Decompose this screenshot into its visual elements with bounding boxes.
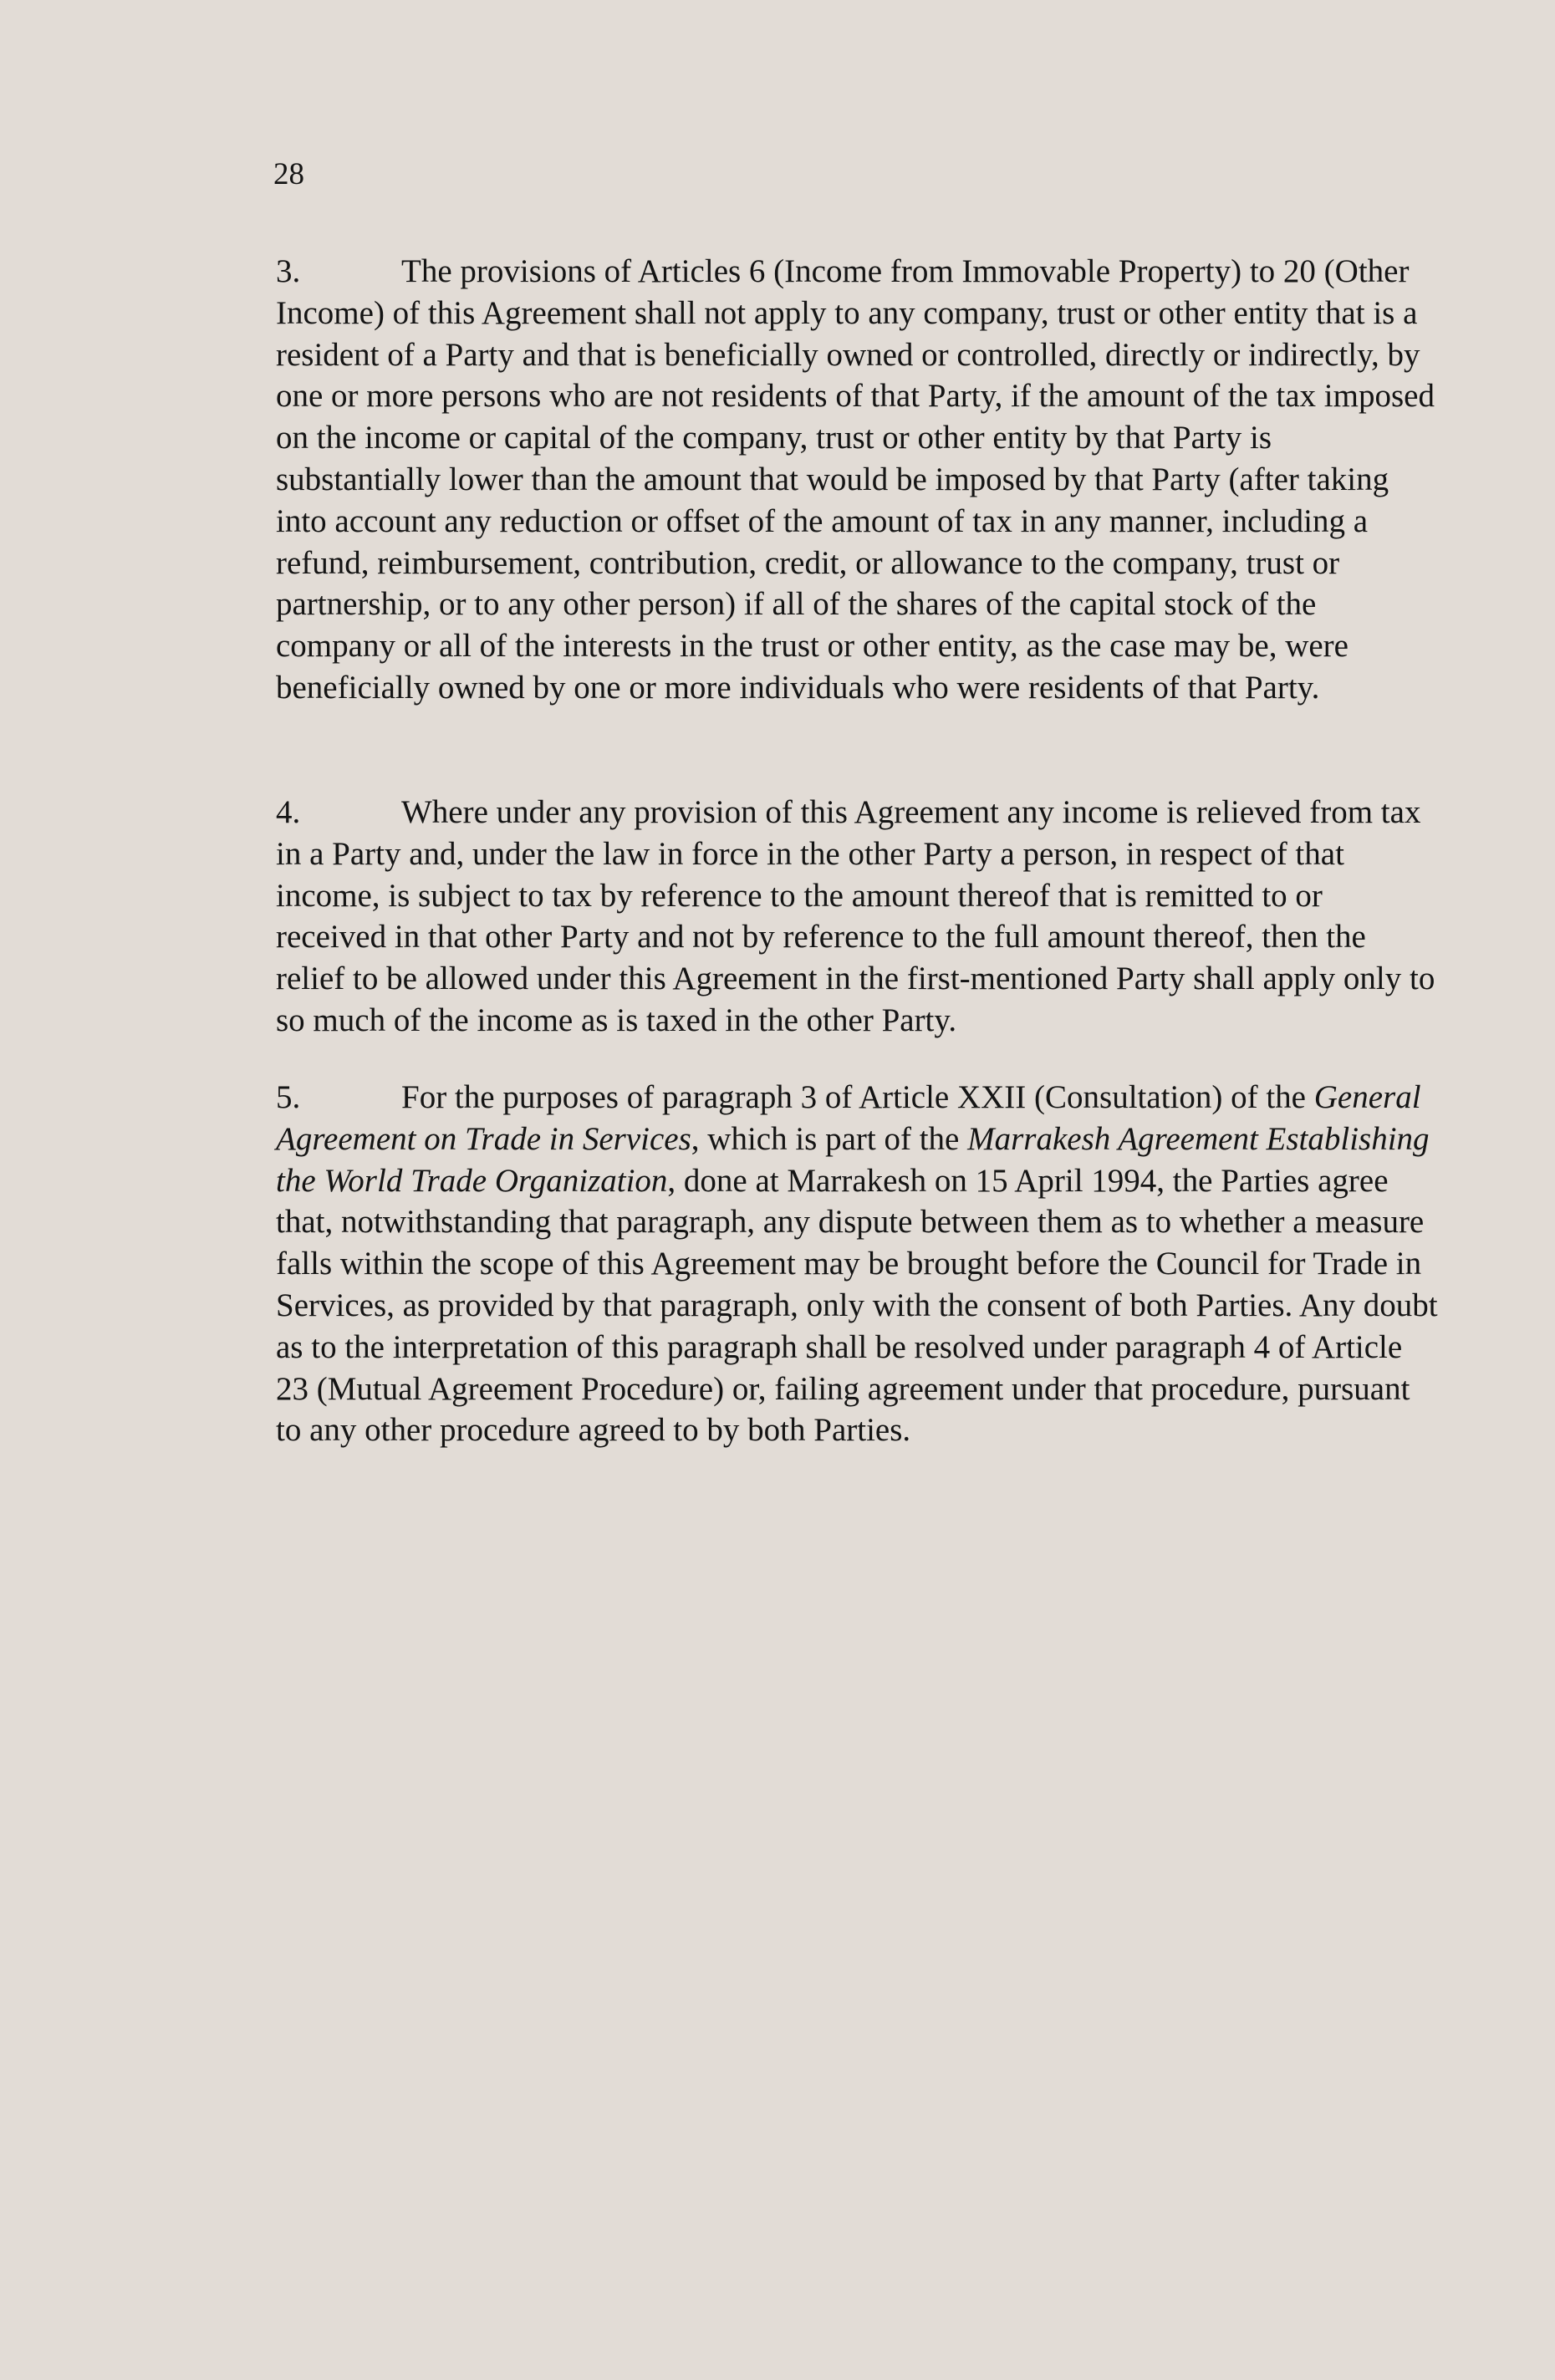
- paragraph-text: , which is part of the: [691, 1120, 960, 1157]
- paragraph-5: [276, 1077, 1438, 1451]
- paragraph-3: [276, 251, 1438, 709]
- paragraph-number: 5.: [276, 1079, 301, 1115]
- treaty-title-gats: General Agreement on Trade in Services: [276, 1079, 1421, 1157]
- paragraph-4: [276, 792, 1438, 1042]
- paragraph-text: , done at Marrakesh on 15 April 1994, the Parties agree that, notwithstanding that paragraph, any dispute between them as to whether a measure falls within the scope of this Agreement may be brought before the Council for Trade in Services, as provided by that paragraph, only with the consent of both Parties. Any doubt as to the interpretation of this paragraph shall be resolved under paragraph 4 of Article 23 (Mutual Agreement Procedure) or, failing agreement under that procedure, pursuant to any other procedure agreed to by both Parties.: [276, 1162, 1438, 1449]
- paragraph-number: 4.: [276, 794, 301, 830]
- paragraph-text: Where under any provision of this Agreement any income is relieved from tax in a Party and, under the law in force in the other Party a person, in respect of that income, is subject to tax by reference to the amount thereof that is remitted to or received in that other Party and not by reference to the full amount thereof, then the relief to be allowed under this Agreement in the first-mentioned Party shall apply only to so much of the income as is taxed in the other Party.: [276, 794, 1435, 1038]
- paragraph-text: The provisions of Articles 6 (Income from Immovable Property) to 20 (Other Income) of this Agreement shall not apply to any company, trust or other entity that is a resident of a Party and that is beneficially owned or controlled, directly or indirectly, by one or more persons who are not residents of that Party, if the amount of the tax imposed on the income or capital of the company, trust or other entity by that Party is substantially lower than the amount that would be imposed by that Party (after taking into account any reduction or offset of the amount of tax in any manner, including a refund, reimbursement, contribution, credit, or allowance to the company, trust or partnership, or to any other person) if all of the shares of the capital stock of the company or all of the interests in the trust or other entity, as the case may be, were beneficially owned by one or more individuals who were residents of that Party.: [276, 253, 1435, 706]
- paragraph-text: For the purposes of paragraph 3 of Article XXII (Consultation) of the: [401, 1079, 1306, 1115]
- treaty-title-marrakesh: Marrakesh Agreement Establishing the World Trade Organization: [276, 1120, 1430, 1199]
- page-number: 28: [273, 157, 304, 191]
- paragraph-number: 3.: [276, 253, 301, 289]
